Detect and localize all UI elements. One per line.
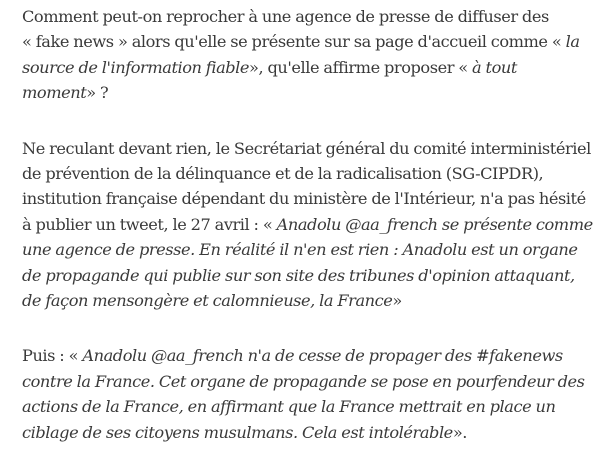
text-line xyxy=(22,263,594,288)
text-run: Puis : « xyxy=(22,346,83,366)
text-run: à publier un tweet, le 27 avril : « xyxy=(22,214,277,234)
italic-run: une agence de presse. En réalité il n'en est rien : Anadolu est un organe xyxy=(22,240,578,260)
text-line xyxy=(22,161,594,186)
text-run: » ? xyxy=(86,83,109,103)
text-run: ». xyxy=(452,422,467,442)
text-run: Ne reculant devant rien, le Secrétariat général du comité interministériel xyxy=(22,138,591,158)
text-run: de prévention de la délinquance et de la radicalisation (SG-CIPDR), xyxy=(22,164,544,184)
text-run: Comment peut-on reprocher à une agence de presse de diffuser des xyxy=(22,7,549,26)
italic-run: de propagande qui publie sur son site des tribunes d'opinion attaquant, xyxy=(22,265,575,285)
italic-run: moment xyxy=(22,83,87,103)
italic-run: source de l'information fiable xyxy=(22,57,250,77)
text-line xyxy=(22,80,594,105)
italic-run: à tout xyxy=(472,57,517,77)
article-body xyxy=(22,4,594,445)
text-line xyxy=(22,136,594,161)
text-line xyxy=(22,186,594,211)
italic-run: Anadolu @aa_french se présente comme xyxy=(276,214,593,234)
text-line xyxy=(22,237,594,262)
text-line xyxy=(22,420,594,445)
paragraph-3 xyxy=(22,343,594,445)
italic-run: actions de la France, en affirmant que la France mettrait en place un xyxy=(22,397,556,417)
paragraph-2 xyxy=(22,136,594,314)
text-line xyxy=(22,212,594,237)
text-line xyxy=(22,394,594,419)
text-line xyxy=(22,55,594,80)
italic-run: la xyxy=(565,32,580,52)
text-run: « fake news » alors qu'elle se présente sur sa page d'accueil comme « xyxy=(22,32,566,52)
italic-run: Anadolu @aa_french n'a de cesse de propager des #fakenews xyxy=(82,346,563,366)
text-line xyxy=(22,288,594,313)
text-run: », qu'elle affirme proposer « xyxy=(249,57,473,77)
paragraph-1 xyxy=(22,4,594,106)
italic-run: ciblage de ses citoyens musulmans. Cela est intolérable xyxy=(22,422,453,442)
text-line xyxy=(22,4,594,29)
text-run: » xyxy=(392,291,402,311)
text-line xyxy=(22,343,594,368)
italic-run: de façon mensongère et calomnieuse, la France xyxy=(22,291,393,311)
italic-run: contre la France. Cet organe de propagande se pose en pourfendeur des xyxy=(22,371,585,391)
text-run: institution française dépendant du ministère de l'Intérieur, n'a pas hésité xyxy=(22,189,586,209)
text-line xyxy=(22,369,594,394)
text-line xyxy=(22,29,594,54)
